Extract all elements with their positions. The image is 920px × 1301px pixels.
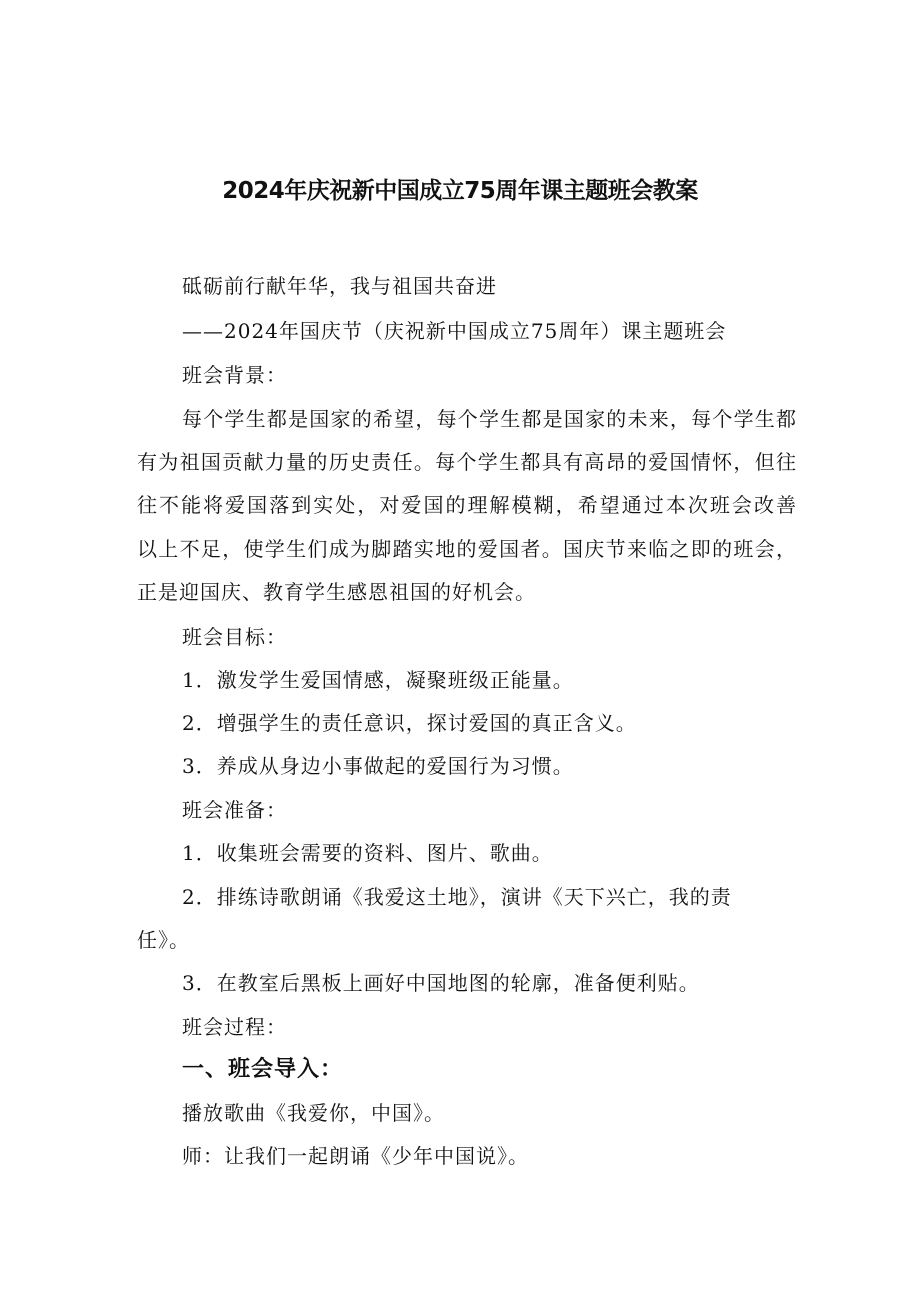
document-title: 2024年庆祝新中国成立75周年课主题班会教案 [222, 178, 698, 204]
background-paragraph-line: 正是迎国庆、教育学生感恩祖国的好机会。 [137, 580, 536, 604]
process-heading: 班会过程： [182, 1015, 287, 1039]
section-1-line: 播放歌曲《我爱你，中国》。 [182, 1101, 445, 1125]
goal-item: 1．激发学生爱国情感，凝聚班级正能量。 [182, 668, 574, 692]
prep-item: 1．收集班会需要的资料、图片、歌曲。 [182, 841, 553, 865]
subtitle: 砥砺前行献年华，我与祖国共奋进 [182, 274, 497, 298]
background-paragraph-line: 有为祖国贡献力量的历史责任。每个学生都具有高昂的爱国情怀，但往 [137, 450, 797, 474]
goal-item: 3．养成从身边小事做起的爱国行为习惯。 [182, 754, 574, 778]
prep-item: 3．在教室后黑板上画好中国地图的轮廓，准备便利贴。 [182, 971, 700, 995]
prep-heading: 班会准备： [182, 798, 287, 822]
background-paragraph-line: 往不能将爱国落到实处，对爱国的理解模糊，希望通过本次班会改善 [137, 493, 797, 517]
prep-item: 2．排练诗歌朗诵《我爱这土地》，演讲《天下兴亡，我的责 [182, 885, 732, 909]
section-1-heading: 一、班会导入： [182, 1057, 344, 1082]
background-paragraph-line: 以上不足，使学生们成为脚踏实地的爱国者。国庆节来临之即的班会， [137, 537, 797, 561]
goal-item: 2．增强学生的责任意识，探讨爱国的真正含义。 [182, 711, 637, 735]
goals-heading: 班会目标： [182, 625, 287, 649]
subtitle-2: ——2024年国庆节（庆祝新中国成立75周年）课主题班会 [182, 319, 727, 343]
prep-item-continuation: 任》。 [137, 928, 190, 952]
background-heading: 班会背景： [182, 363, 287, 387]
section-1-line: 师：让我们一起朗诵《少年中国说》。 [182, 1144, 529, 1168]
background-paragraph-line: 每个学生都是国家的希望，每个学生都是国家的未来，每个学生都 [182, 407, 797, 431]
